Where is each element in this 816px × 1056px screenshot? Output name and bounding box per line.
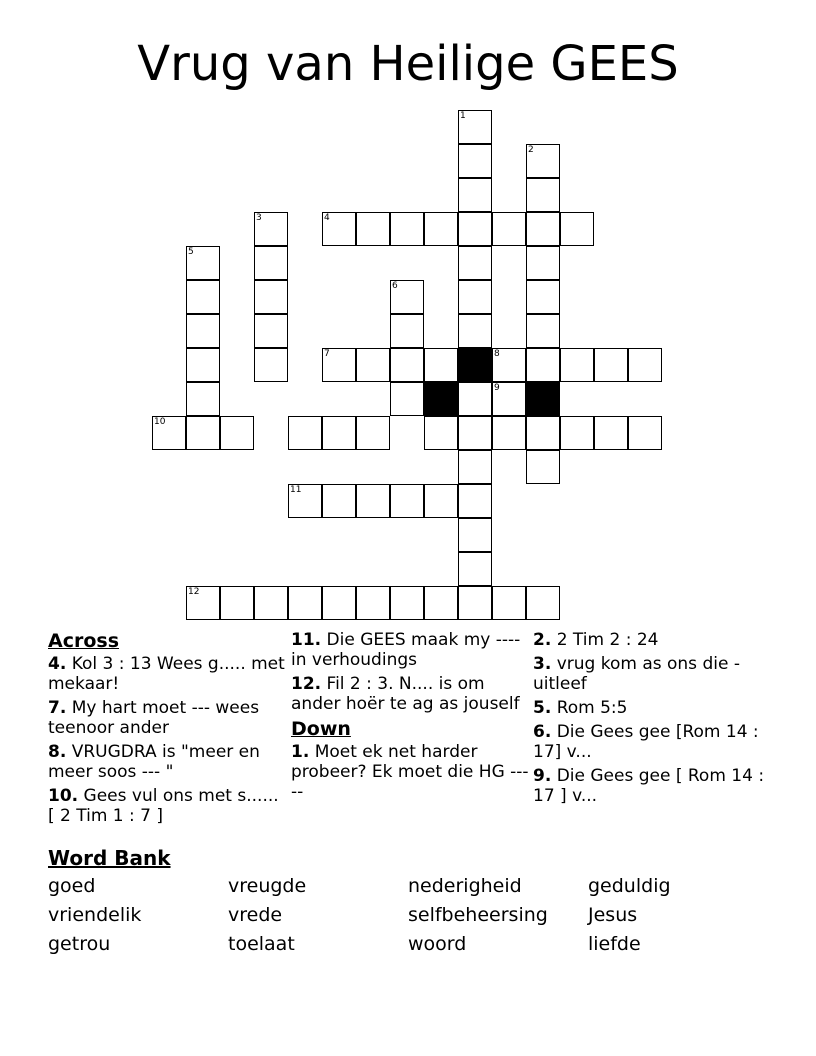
grid-cell[interactable] xyxy=(458,144,492,178)
grid-cell[interactable] xyxy=(526,586,560,620)
grid-cell[interactable] xyxy=(492,586,526,620)
grid-cell[interactable] xyxy=(560,348,594,382)
grid-cell[interactable] xyxy=(492,416,526,450)
clue-number: 12 xyxy=(188,587,200,597)
grid-cell[interactable] xyxy=(492,212,526,246)
grid-cell[interactable] xyxy=(424,348,458,382)
grid-cell[interactable] xyxy=(356,484,390,518)
grid-cell[interactable] xyxy=(424,416,458,450)
word-bank-item: geduldig xyxy=(588,875,671,897)
clue-number: 3. xyxy=(533,654,552,674)
grid-cell[interactable] xyxy=(390,212,424,246)
grid-cell[interactable] xyxy=(186,246,220,280)
grid-cell[interactable] xyxy=(254,280,288,314)
grid-cell[interactable] xyxy=(560,212,594,246)
grid-cell[interactable] xyxy=(322,416,356,450)
grid-cell[interactable] xyxy=(458,178,492,212)
word-bank-item: Jesus xyxy=(588,904,638,926)
grid-cell[interactable] xyxy=(458,484,492,518)
clue-number: 9 xyxy=(494,383,500,393)
grid-cell[interactable] xyxy=(390,314,424,348)
grid-cell[interactable] xyxy=(526,178,560,212)
across-heading: Across xyxy=(48,630,120,652)
grid-cell[interactable] xyxy=(390,348,424,382)
grid-cell[interactable] xyxy=(458,212,492,246)
grid-cell[interactable] xyxy=(322,348,356,382)
grid-cell[interactable] xyxy=(628,416,662,450)
clue-number: 4 xyxy=(324,213,330,223)
grid-cell[interactable] xyxy=(186,382,220,416)
grid-cell[interactable] xyxy=(390,586,424,620)
grid-cell[interactable] xyxy=(288,416,322,450)
clue-number: 4. xyxy=(48,654,67,674)
clues-column-1 xyxy=(48,630,288,830)
grid-cell[interactable] xyxy=(424,586,458,620)
down-heading: Down xyxy=(291,718,351,740)
grid-cell[interactable] xyxy=(322,484,356,518)
clue-number: 6. xyxy=(533,722,552,742)
word-bank-heading: Word Bank xyxy=(48,846,171,870)
clue xyxy=(533,766,773,806)
clue-number: 11. xyxy=(291,630,322,650)
clue xyxy=(48,786,288,826)
puzzle-title: Vrug van Heilige GEES xyxy=(137,36,679,92)
grid-cell[interactable] xyxy=(458,450,492,484)
clue-text: Die Gees gee [ Rom 14 : 17 ] v... xyxy=(533,766,765,806)
word-bank-item: vrede xyxy=(228,904,283,926)
clues-column-2 xyxy=(291,630,531,806)
clue-text: Fil 2 : 3. N.... is om ander hoër te ag as jouself xyxy=(291,674,520,714)
grid-cell[interactable] xyxy=(424,212,458,246)
clue xyxy=(533,722,773,762)
clue xyxy=(291,674,531,714)
grid-cell[interactable] xyxy=(254,314,288,348)
clue-number: 1. xyxy=(291,742,310,762)
clue-number: 10. xyxy=(48,786,79,806)
clue-text: vrug kom as ons die - uitleef xyxy=(533,654,740,694)
grid-cell[interactable] xyxy=(152,416,186,450)
word-bank-item: selfbeheersing xyxy=(408,904,548,926)
clues-column-3 xyxy=(533,630,773,810)
black-cell xyxy=(526,382,560,416)
grid-cell[interactable] xyxy=(458,314,492,348)
clue-number: 2. xyxy=(533,630,552,650)
clue xyxy=(291,742,531,802)
clue xyxy=(48,698,288,738)
grid-cell[interactable] xyxy=(526,246,560,280)
grid-cell[interactable] xyxy=(526,212,560,246)
word-bank-item: getrou xyxy=(48,933,111,955)
clue-text: Rom 5:5 xyxy=(556,698,628,718)
grid-cell[interactable] xyxy=(186,586,220,620)
grid-cell[interactable] xyxy=(186,280,220,314)
grid-cell[interactable] xyxy=(186,314,220,348)
clue-text: Kol 3 : 13 Wees g..... met mekaar! xyxy=(48,654,285,694)
clue xyxy=(291,630,531,670)
grid-cell[interactable] xyxy=(526,450,560,484)
grid-cell[interactable] xyxy=(424,484,458,518)
clue xyxy=(533,698,773,718)
word-bank-item: woord xyxy=(408,933,467,955)
grid-cell[interactable] xyxy=(492,382,526,416)
clue-number: 7 xyxy=(324,349,330,359)
clue-text: Moet ek net harder probeer? Ek moet die HG ----- xyxy=(291,742,529,802)
grid-cell[interactable] xyxy=(458,110,492,144)
clue-text: VRUGDRA is "meer en meer soos --- " xyxy=(48,742,260,782)
grid-cell[interactable] xyxy=(526,144,560,178)
black-cell xyxy=(458,348,492,382)
grid-cell[interactable] xyxy=(356,416,390,450)
grid-cell[interactable] xyxy=(356,348,390,382)
grid-cell[interactable] xyxy=(288,484,322,518)
clue xyxy=(533,630,773,650)
grid-cell[interactable] xyxy=(254,348,288,382)
clue-number: 10 xyxy=(154,417,166,427)
grid-cell[interactable] xyxy=(526,348,560,382)
clue-number: 2 xyxy=(528,145,534,155)
clue xyxy=(533,654,773,694)
grid-cell[interactable] xyxy=(356,586,390,620)
grid-cell[interactable] xyxy=(458,280,492,314)
grid-cell[interactable] xyxy=(288,586,322,620)
grid-cell[interactable] xyxy=(628,348,662,382)
clue-text: 2 Tim 2 : 24 xyxy=(556,630,659,650)
clue-number: 6 xyxy=(392,281,398,291)
clue-number: 9. xyxy=(533,766,552,786)
clue-number: 12. xyxy=(291,674,322,694)
word-bank-item: vreugde xyxy=(228,875,307,897)
grid-cell[interactable] xyxy=(356,212,390,246)
grid-cell[interactable] xyxy=(220,416,254,450)
grid-cell[interactable] xyxy=(390,382,424,416)
clue-number: 1 xyxy=(460,111,466,121)
word-bank-item: goed xyxy=(48,875,96,897)
grid-cell[interactable] xyxy=(390,280,424,314)
clue-text: My hart moet --- wees teenoor ander xyxy=(48,698,260,738)
grid-cell[interactable] xyxy=(594,416,628,450)
clue xyxy=(48,654,288,694)
word-bank-item: liefde xyxy=(588,933,641,955)
word-bank-item: nederigheid xyxy=(408,875,522,897)
grid-cell[interactable] xyxy=(186,348,220,382)
grid-cell[interactable] xyxy=(458,382,492,416)
clue-text: Die GEES maak my ---- in verhoudings xyxy=(291,630,521,670)
grid-cell[interactable] xyxy=(458,416,492,450)
grid-cell[interactable] xyxy=(322,212,356,246)
grid-cell[interactable] xyxy=(526,314,560,348)
clue-number: 7. xyxy=(48,698,67,718)
grid-cell[interactable] xyxy=(254,246,288,280)
grid-cell[interactable] xyxy=(322,586,356,620)
word-bank-item: toelaat xyxy=(228,933,295,955)
clue-number: 8. xyxy=(48,742,67,762)
grid-cell[interactable] xyxy=(526,416,560,450)
word-bank-item: vriendelik xyxy=(48,904,142,926)
grid-cell[interactable] xyxy=(458,518,492,552)
grid-cell[interactable] xyxy=(458,552,492,586)
grid-cell[interactable] xyxy=(560,416,594,450)
clue-number: 5. xyxy=(533,698,552,718)
clue-text: Gees vul ons met s...... [ 2 Tim 1 : 7 ] xyxy=(48,786,279,826)
clue-number: 11 xyxy=(290,485,302,495)
clue-number: 5 xyxy=(188,247,194,257)
grid-cell[interactable] xyxy=(254,586,288,620)
grid-cell[interactable] xyxy=(186,416,220,450)
grid-cell[interactable] xyxy=(220,586,254,620)
grid-cell[interactable] xyxy=(254,212,288,246)
black-cell xyxy=(424,382,458,416)
clue-number: 3 xyxy=(256,213,262,223)
grid-cell[interactable] xyxy=(390,484,424,518)
grid-cell[interactable] xyxy=(492,348,526,382)
grid-cell[interactable] xyxy=(594,348,628,382)
grid-cell[interactable] xyxy=(526,280,560,314)
clue xyxy=(48,742,288,782)
clue-text: Die Gees gee [Rom 14 : 17] v... xyxy=(533,722,759,762)
grid-cell[interactable] xyxy=(458,246,492,280)
grid-cell[interactable] xyxy=(458,586,492,620)
clue-number: 8 xyxy=(494,349,500,359)
